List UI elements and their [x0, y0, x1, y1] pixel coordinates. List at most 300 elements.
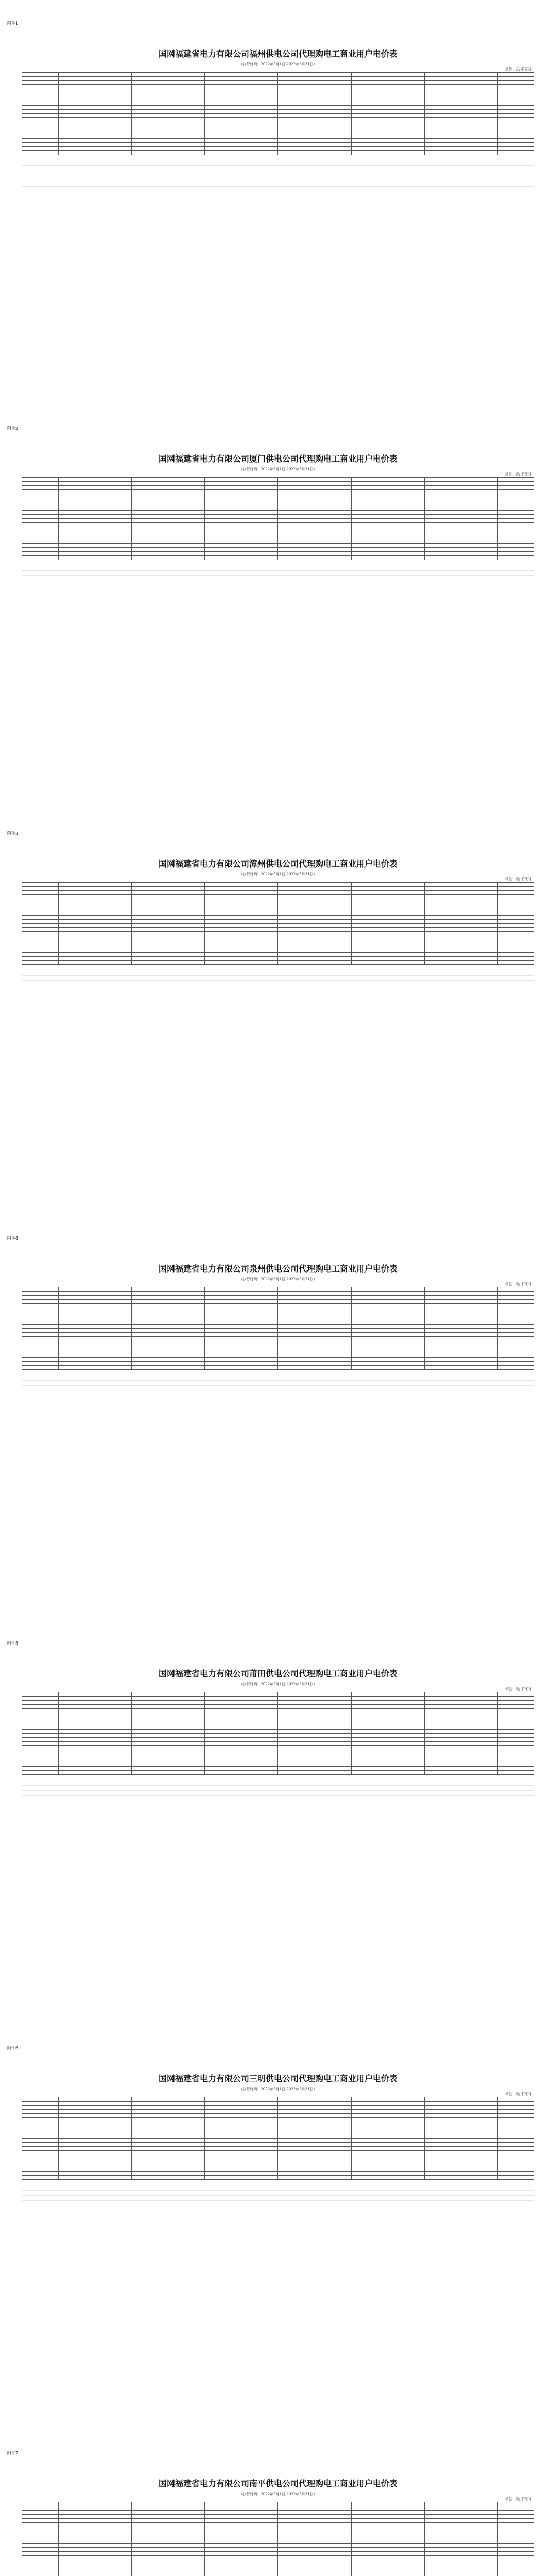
table-cell: [461, 916, 497, 920]
table-cell: [205, 535, 241, 539]
table-cell: [424, 2143, 461, 2147]
table-cell: [351, 2572, 388, 2576]
table-cell: [95, 478, 132, 482]
table-cell: [205, 911, 241, 916]
table-cell: [351, 2151, 388, 2155]
table-cell: [461, 482, 497, 486]
table-cell: [351, 2159, 388, 2163]
table-cell: [95, 81, 132, 85]
table-cell: [388, 1320, 424, 1325]
table-cell: [388, 2535, 424, 2539]
table-cell: [168, 2568, 205, 2572]
table-cell: [278, 478, 315, 482]
table-cell: [59, 89, 95, 93]
table-cell: [132, 1697, 168, 1701]
table-cell: [22, 2134, 59, 2139]
table-cell: [59, 932, 95, 936]
table-cell: [424, 1701, 461, 1705]
table-cell: [59, 887, 95, 891]
table-cell: [241, 2147, 278, 2151]
table-cell: [22, 1337, 59, 1341]
table-cell: [424, 1709, 461, 1713]
table-cell: [388, 944, 424, 948]
table-cell: [278, 2527, 315, 2531]
note-line: [22, 2201, 534, 2206]
table-cell: [278, 953, 315, 957]
table-cell: [388, 1713, 424, 1717]
table-cell: [205, 920, 241, 924]
table-cell: [205, 2118, 241, 2122]
table-cell: [388, 2122, 424, 2126]
table-row: [22, 2556, 534, 2560]
table-cell: [461, 961, 497, 965]
table-cell: [22, 2556, 59, 2560]
table-cell: [351, 1325, 388, 1329]
table-cell: [241, 2139, 278, 2143]
table-cell: [424, 961, 461, 965]
table-cell: [461, 1316, 497, 1320]
table-cell: [22, 1738, 59, 1742]
table-cell: [461, 899, 497, 903]
table-cell: [278, 1738, 315, 1742]
table-cell: [205, 1300, 241, 1304]
table-cell: [168, 1738, 205, 1742]
table-cell: [315, 2151, 351, 2155]
table-cell: [241, 903, 278, 907]
table-cell: [205, 2097, 241, 2102]
table-cell: [241, 1345, 278, 1349]
table-cell: [22, 2167, 59, 2172]
table-row: [22, 93, 534, 97]
table-cell: [388, 903, 424, 907]
table-cell: [95, 916, 132, 920]
table-cell: [95, 1362, 132, 1366]
table-cell: [241, 114, 278, 118]
table-cell: [315, 2519, 351, 2523]
table-cell: [205, 548, 241, 552]
table-cell: [278, 1320, 315, 1325]
table-cell: [315, 2134, 351, 2139]
table-cell: [497, 1308, 534, 1312]
table-cell: [132, 1358, 168, 1362]
table-cell: [95, 1304, 132, 1308]
table-cell: [59, 1366, 95, 1370]
table-cell: [22, 523, 59, 527]
note-line: [22, 1396, 534, 1401]
table-cell: [241, 556, 278, 560]
table-cell: [132, 134, 168, 139]
table-cell: [59, 1701, 95, 1705]
table-cell: [205, 1767, 241, 1771]
table-cell: [351, 936, 388, 940]
table-row: [22, 1329, 534, 1333]
table-cell: [59, 1692, 95, 1697]
table-cell: [59, 1697, 95, 1701]
table-cell: [351, 2139, 388, 2143]
table-cell: [351, 502, 388, 506]
table-cell: [95, 1308, 132, 1312]
table-row: [22, 1304, 534, 1308]
table-row: [22, 544, 534, 548]
table-cell: [205, 928, 241, 932]
table-cell: [497, 1316, 534, 1320]
table-row: [22, 1366, 534, 1370]
table-cell: [461, 506, 497, 511]
table-cell: [132, 97, 168, 101]
table-cell: [351, 2143, 388, 2147]
table-cell: [168, 1750, 205, 1754]
table-cell: [168, 2163, 205, 2167]
table-cell: [388, 1292, 424, 1296]
table-cell: [168, 2130, 205, 2134]
section-notes: [22, 1376, 534, 1401]
table-row: [22, 130, 534, 134]
table-cell: [168, 2544, 205, 2548]
table-cell: [497, 126, 534, 130]
table-cell: [388, 490, 424, 494]
table-cell: [278, 957, 315, 961]
table-cell: [95, 1697, 132, 1701]
table-cell: [205, 2511, 241, 2515]
rate-table: [22, 2502, 534, 2576]
table-cell: [132, 2159, 168, 2163]
table-cell: [132, 916, 168, 920]
table-cell: [95, 2097, 132, 2102]
rate-table: [22, 1287, 534, 1370]
table-cell: [132, 511, 168, 515]
table-cell: [351, 920, 388, 924]
table-cell: [205, 1742, 241, 1746]
table-cell: [205, 2176, 241, 2180]
table-cell: [351, 2130, 388, 2134]
table-row: [22, 1362, 534, 1366]
table-cell: [168, 81, 205, 85]
table-cell: [168, 2572, 205, 2576]
table-cell: [424, 73, 461, 77]
table-cell: [168, 1734, 205, 1738]
table-cell: [205, 891, 241, 895]
table-cell: [205, 2147, 241, 2151]
section-title: 国网福建省电力有限公司泉州供电公司代理购电工商业用户电价表: [158, 1264, 397, 1274]
table-cell: [278, 130, 315, 134]
table-cell: [241, 924, 278, 928]
table-cell: [315, 887, 351, 891]
table-cell: [241, 1758, 278, 1762]
table-cell: [388, 2564, 424, 2568]
table-cell: [241, 1358, 278, 1362]
table-cell: [497, 134, 534, 139]
table-cell: [424, 2110, 461, 2114]
table-cell: [59, 1762, 95, 1767]
table-cell: [424, 2523, 461, 2527]
table-cell: [59, 957, 95, 961]
table-cell: [132, 1746, 168, 1750]
table-cell: [461, 2560, 497, 2564]
table-cell: [497, 531, 534, 535]
table-cell: [168, 478, 205, 482]
table-cell: [461, 2106, 497, 2110]
table-cell: [132, 118, 168, 122]
table-cell: [132, 1725, 168, 1730]
table-cell: [95, 494, 132, 498]
table-cell: [497, 907, 534, 911]
table-cell: [22, 151, 59, 155]
table-cell: [315, 506, 351, 511]
table-cell: [59, 1709, 95, 1713]
table-cell: [168, 2110, 205, 2114]
table-row: [22, 1292, 534, 1296]
table-cell: [132, 1312, 168, 1316]
table-cell: [351, 2114, 388, 2118]
table-cell: [168, 1746, 205, 1750]
table-cell: [168, 85, 205, 89]
table-cell: [461, 110, 497, 114]
table-cell: [205, 1738, 241, 1742]
table-cell: [205, 1754, 241, 1758]
table-row: [22, 2539, 534, 2544]
table-cell: [278, 928, 315, 932]
table-cell: [168, 936, 205, 940]
table-cell: [278, 932, 315, 936]
table-cell: [168, 2151, 205, 2155]
table-cell: [132, 1734, 168, 1738]
table-cell: [461, 948, 497, 953]
table-cell: [95, 118, 132, 122]
table-cell: [497, 486, 534, 490]
table-cell: [205, 883, 241, 887]
table-cell: [497, 101, 534, 106]
table-cell: [461, 552, 497, 556]
table-cell: [59, 1337, 95, 1341]
note-line: [22, 1381, 534, 1386]
table-cell: [351, 1738, 388, 1742]
table-row: [22, 2552, 534, 2556]
table-cell: [315, 1333, 351, 1337]
table-cell: [59, 535, 95, 539]
table-cell: [351, 961, 388, 965]
table-cell: [424, 1692, 461, 1697]
table-cell: [388, 940, 424, 944]
table-cell: [388, 1349, 424, 1353]
table-cell: [22, 1353, 59, 1358]
table-cell: [461, 511, 497, 515]
table-cell: [241, 957, 278, 961]
table-row: [22, 940, 534, 944]
table-cell: [241, 143, 278, 147]
table-cell: [241, 1762, 278, 1767]
table-row: [22, 2527, 534, 2531]
table-cell: [461, 2114, 497, 2118]
table-cell: [241, 2535, 278, 2539]
table-cell: [132, 961, 168, 965]
table-cell: [278, 81, 315, 85]
section-label: 附件7: [7, 2451, 19, 2455]
table-cell: [168, 97, 205, 101]
table-cell: [278, 494, 315, 498]
table-cell: [497, 883, 534, 887]
table-cell: [59, 77, 95, 81]
table-cell: [95, 2155, 132, 2159]
table-cell: [315, 2572, 351, 2576]
table-cell: [95, 101, 132, 106]
table-cell: [278, 899, 315, 903]
table-cell: [168, 1709, 205, 1713]
table-cell: [315, 2159, 351, 2163]
table-cell: [22, 916, 59, 920]
section-title: 国网福建省电力有限公司漳州供电公司代理购电工商业用户电价表: [158, 859, 397, 869]
table-cell: [388, 891, 424, 895]
table-cell: [497, 73, 534, 77]
table-cell: [168, 1316, 205, 1320]
table-cell: [497, 1750, 534, 1754]
table-cell: [95, 2139, 132, 2143]
table-cell: [95, 936, 132, 940]
table-cell: [497, 2552, 534, 2556]
table-cell: [315, 911, 351, 916]
table-cell: [424, 2519, 461, 2523]
table-cell: [351, 486, 388, 490]
table-cell: [315, 486, 351, 490]
table-cell: [132, 1292, 168, 1296]
table-cell: [497, 81, 534, 85]
table-cell: [424, 490, 461, 494]
table-cell: [95, 498, 132, 502]
table-cell: [22, 556, 59, 560]
table-cell: [168, 1296, 205, 1300]
table-cell: [351, 2539, 388, 2544]
table-cell: [315, 2560, 351, 2564]
table-cell: [168, 1320, 205, 1325]
table-cell: [168, 2126, 205, 2130]
table-cell: [388, 1358, 424, 1362]
section-notes: [22, 566, 534, 591]
table-cell: [497, 1754, 534, 1758]
table-cell: [461, 1358, 497, 1362]
note-line: [22, 161, 534, 166]
table-cell: [497, 1717, 534, 1721]
table-row: [22, 523, 534, 527]
table-cell: [59, 961, 95, 965]
table-cell: [59, 519, 95, 523]
table-cell: [461, 2523, 497, 2527]
table-cell: [497, 110, 534, 114]
table-row: [22, 106, 534, 110]
table-cell: [388, 2548, 424, 2552]
table-cell: [95, 2519, 132, 2523]
table-cell: [497, 920, 534, 924]
table-cell: [424, 2134, 461, 2139]
table-cell: [95, 1767, 132, 1771]
table-cell: [22, 535, 59, 539]
table-cell: [388, 2502, 424, 2506]
table-cell: [22, 498, 59, 502]
table-cell: [95, 502, 132, 506]
table-cell: [388, 2531, 424, 2535]
table-cell: [278, 139, 315, 143]
table-cell: [388, 2544, 424, 2548]
table-cell: [424, 1734, 461, 1738]
table-cell: [132, 527, 168, 531]
table-cell: [59, 511, 95, 515]
table-cell: [168, 506, 205, 511]
table-cell: [205, 2568, 241, 2572]
table-cell: [168, 1341, 205, 1345]
table-cell: [205, 126, 241, 130]
table-cell: [168, 1337, 205, 1341]
table-cell: [132, 920, 168, 924]
table-cell: [59, 1296, 95, 1300]
table-cell: [351, 903, 388, 907]
table-cell: [22, 130, 59, 134]
note-line: [22, 2206, 534, 2211]
table-cell: [59, 1304, 95, 1308]
table-cell: [59, 1734, 95, 1738]
table-cell: [351, 953, 388, 957]
table-cell: [205, 2110, 241, 2114]
table-cell: [22, 1320, 59, 1325]
table-cell: [315, 907, 351, 911]
table-cell: [351, 1345, 388, 1349]
table-cell: [461, 911, 497, 916]
table-cell: [497, 2167, 534, 2172]
table-cell: [315, 2531, 351, 2535]
table-cell: [388, 911, 424, 916]
table-cell: [168, 552, 205, 556]
table-cell: [497, 940, 534, 944]
table-cell: [315, 1750, 351, 1754]
table-cell: [461, 478, 497, 482]
table-cell: [315, 1325, 351, 1329]
table-cell: [95, 944, 132, 948]
table-cell: [497, 77, 534, 81]
table-cell: [424, 93, 461, 97]
note-line: [22, 1786, 534, 1791]
table-cell: [424, 110, 461, 114]
table-cell: [205, 1762, 241, 1767]
table-cell: [95, 961, 132, 965]
table-cell: [388, 1709, 424, 1713]
table-cell: [168, 1721, 205, 1725]
table-cell: [59, 2163, 95, 2167]
table-cell: [132, 928, 168, 932]
table-cell: [351, 1296, 388, 1300]
table-cell: [315, 957, 351, 961]
table-cell: [205, 2535, 241, 2539]
table-cell: [241, 895, 278, 899]
table-cell: [497, 2163, 534, 2167]
table-cell: [205, 2552, 241, 2556]
table-cell: [168, 883, 205, 887]
table-row: [22, 147, 534, 151]
table-cell: [388, 85, 424, 89]
table-cell: [59, 2110, 95, 2114]
section-unit: 单位：元/千瓦时: [505, 2092, 531, 2096]
table-cell: [351, 1742, 388, 1746]
table-cell: [22, 1287, 59, 1292]
section-label: 附件4: [7, 1236, 19, 1241]
table-cell: [95, 89, 132, 93]
table-cell: [424, 2568, 461, 2572]
table-cell: [241, 1730, 278, 1734]
table-cell: [205, 2106, 241, 2110]
table-cell: [132, 494, 168, 498]
table-cell: [388, 1300, 424, 1304]
table-cell: [168, 1345, 205, 1349]
table-cell: [278, 519, 315, 523]
table-cell: [461, 1362, 497, 1366]
table-cell: [278, 1329, 315, 1333]
table-cell: [22, 1362, 59, 1366]
